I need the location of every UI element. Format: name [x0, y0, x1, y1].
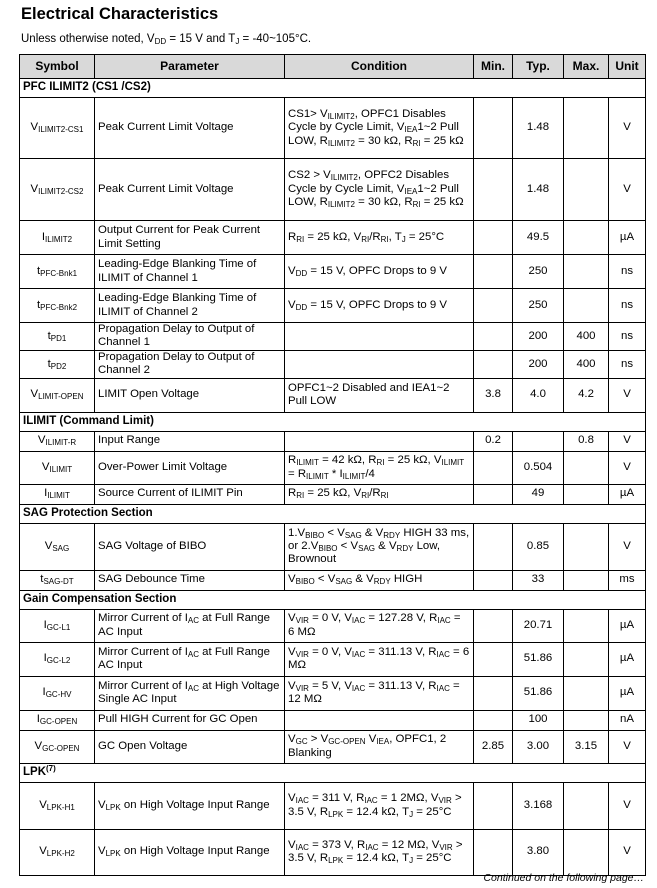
max-cell: 0.8 — [564, 431, 609, 451]
typ-cell: 3.80 — [513, 829, 564, 875]
typ-cell: 3.168 — [513, 782, 564, 829]
table-row — [20, 451, 646, 484]
unit-cell: V — [609, 451, 646, 484]
condition-cell: $V_{IAC} = 311$ V, $R_{IAC} = 1$ 2MΩ, $V_{VIR} > 3.5$ V, $R_{LPK} = 12.4$ kΩ, $T_J = 25^\circ C$ — [285, 782, 474, 829]
typ-cell: 49 — [513, 484, 564, 504]
parameter-cell: Propagation Delay to Output of Channel 1 — [95, 323, 285, 351]
condition-cell — [285, 350, 474, 378]
unit-cell: ns — [609, 289, 646, 323]
max-cell — [564, 255, 609, 289]
max-cell: 3.15 — [564, 730, 609, 763]
max-cell — [564, 451, 609, 484]
table-row — [20, 609, 646, 642]
min-cell — [474, 323, 513, 351]
section-title: ILIMIT (Command Limit) — [20, 412, 646, 431]
max-cell — [564, 221, 609, 255]
min-cell — [474, 609, 513, 642]
parameter-cell: Leading-Edge Blanking Time of ILIMIT of Channel 1 — [95, 255, 285, 289]
typ-cell: 20.71 — [513, 609, 564, 642]
parameter-cell: LIMIT Open Voltage — [95, 378, 285, 412]
section-title: PFC ILIMIT2 (CS1 /CS2) — [20, 79, 646, 98]
parameter-cell: $V_{LPK}$ on High Voltage Input Range — [95, 782, 285, 829]
typ-cell: 49.5 — [513, 221, 564, 255]
min-cell — [474, 159, 513, 221]
min-cell — [474, 484, 513, 504]
typ-cell — [513, 431, 564, 451]
table-row — [20, 323, 646, 351]
min-cell — [474, 642, 513, 676]
symbol-cell: $V_{ILIMIT}$ — [20, 451, 95, 484]
header-condition: Condition — [285, 55, 474, 79]
max-cell — [564, 98, 609, 159]
symbol-cell: $t_{PFC-Bnk1}$ — [20, 255, 95, 289]
max-cell: 4.2 — [564, 378, 609, 412]
unit-cell: µA — [609, 484, 646, 504]
typ-cell: 1.48 — [513, 98, 564, 159]
symbol-cell: $I_{GC-L1}$ — [20, 609, 95, 642]
symbol-cell: $t_{PFC-Bnk2}$ — [20, 289, 95, 323]
max-cell — [564, 609, 609, 642]
unit-cell: V — [609, 378, 646, 412]
table-row — [20, 570, 646, 590]
section-title: SAG Protection Section — [20, 504, 646, 523]
condition-cell: OPFC1~2 Disabled and IEA1~2 Pull LOW — [285, 378, 474, 412]
max-cell — [564, 570, 609, 590]
symbol-cell: $V_{SAG}$ — [20, 523, 95, 570]
max-cell — [564, 710, 609, 730]
symbol-cell: $V_{GC-OPEN}$ — [20, 730, 95, 763]
parameter-cell: Mirror Current of $I_{AC}$ at High Voltage Single AC Input — [95, 676, 285, 710]
condition-cell: $CS1> V_{ILIMIT2}$, OPFC1 Disables Cycle by Cycle Limit, $V_{IEA}1\sim 2$ Pull LOW, $R_{ILIMIT2} = 30$ kΩ, $R_{RI} = 25$ kΩ — [285, 98, 474, 159]
table-row — [20, 710, 646, 730]
header-typ: Typ. — [513, 55, 564, 79]
min-cell — [474, 350, 513, 378]
condition-cell: $V_{DD} = 15$ V, OPFC Drops to 9 V — [285, 289, 474, 323]
max-cell — [564, 782, 609, 829]
min-cell — [474, 676, 513, 710]
min-cell — [474, 710, 513, 730]
table-row — [20, 642, 646, 676]
header-symbol: Symbol — [20, 55, 95, 79]
symbol-cell: $I_{ILIMIT}$ — [20, 484, 95, 504]
conditions-note: Unless otherwise noted, $V_{DD} = 15$ V and $T_J$ = -40~105°C. — [21, 33, 312, 46]
min-cell: 3.8 — [474, 378, 513, 412]
symbol-cell: $I_{GC-HV}$ — [20, 676, 95, 710]
parameter-cell: GC Open Voltage — [95, 730, 285, 763]
parameter-cell: Source Current of ILIMIT Pin — [95, 484, 285, 504]
parameter-cell: SAG Voltage of BIBO — [95, 523, 285, 570]
condition-cell — [285, 323, 474, 351]
min-cell — [474, 451, 513, 484]
condition-cell: $R_{RI} = 25$ kΩ, $V_{RI}/R_{RI}$, $T_J = 25^\circ C$ — [285, 221, 474, 255]
electrical-characteristics-table — [19, 54, 646, 876]
min-cell — [474, 98, 513, 159]
symbol-cell: $I_{GC-OPEN}$ — [20, 710, 95, 730]
max-cell — [564, 523, 609, 570]
parameter-cell: Output Current for Peak Current Limit Setting — [95, 221, 285, 255]
unit-cell: V — [609, 829, 646, 875]
section-row — [20, 79, 646, 98]
table-row — [20, 159, 646, 221]
typ-cell: 200 — [513, 350, 564, 378]
condition-cell: $V_{VIR} = 0$ V, $V_{IAC} = 311.13$ V, $R_{IAC} = 6$ MΩ — [285, 642, 474, 676]
table-row — [20, 350, 646, 378]
typ-cell: 51.86 — [513, 676, 564, 710]
parameter-cell: Input Range — [95, 431, 285, 451]
typ-cell: 1.48 — [513, 159, 564, 221]
table-row — [20, 378, 646, 412]
condition-cell — [285, 431, 474, 451]
parameter-cell: Propagation Delay to Output of Channel 2 — [95, 350, 285, 378]
table-row — [20, 431, 646, 451]
parameter-cell: SAG Debounce Time — [95, 570, 285, 590]
section-row — [20, 590, 646, 609]
min-cell — [474, 523, 513, 570]
condition-cell: $V_{VIR} = 0$ V, $V_{IAC} = 127.28$ V, $R_{IAC} = 6$ MΩ — [285, 609, 474, 642]
section-title: Gain Compensation Section — [20, 590, 646, 609]
min-cell: 2.85 — [474, 730, 513, 763]
table-row — [20, 255, 646, 289]
typ-cell: 250 — [513, 255, 564, 289]
parameter-cell: Mirror Current of $I_{AC}$ at Full Range AC Input — [95, 642, 285, 676]
table-row — [20, 676, 646, 710]
unit-cell: V — [609, 523, 646, 570]
condition-cell: $R_{ILIMIT} = 42$ kΩ, $R_{RI} = 25$ kΩ, $V_{ILIMIT} = R_{ILIMIT} * I_{ILIMIT}/4$ — [285, 451, 474, 484]
symbol-cell: $V_{LPK-H1}$ — [20, 782, 95, 829]
min-cell — [474, 782, 513, 829]
unit-cell: V — [609, 159, 646, 221]
header-parameter: Parameter — [95, 55, 285, 79]
parameter-cell: Pull HIGH Current for GC Open — [95, 710, 285, 730]
max-cell: 400 — [564, 350, 609, 378]
min-cell: 0.2 — [474, 431, 513, 451]
symbol-cell: $t_{SAG-DT}$ — [20, 570, 95, 590]
table-row — [20, 484, 646, 504]
condition-cell: $1.V_{BIBO} < V_{SAG}$ & $V_{RDY}$ HIGH 33 ms, or $2.V_{BIBO} < V_{SAG}$ & $V_{RDY}$ Low, Brownout — [285, 523, 474, 570]
unit-cell: nA — [609, 710, 646, 730]
unit-cell: V — [609, 782, 646, 829]
symbol-cell: $I_{ILIMIT2}$ — [20, 221, 95, 255]
symbol-cell: $t_{PD1}$ — [20, 323, 95, 351]
unit-cell: µA — [609, 221, 646, 255]
parameter-cell: $V_{LPK}$ on High Voltage Input Range — [95, 829, 285, 875]
max-cell — [564, 676, 609, 710]
header-row — [20, 55, 646, 79]
parameter-cell: Over-Power Limit Voltage — [95, 451, 285, 484]
parameter-cell: Leading-Edge Blanking Time of ILIMIT of Channel 2 — [95, 289, 285, 323]
max-cell: 400 — [564, 323, 609, 351]
typ-cell: 0.504 — [513, 451, 564, 484]
unit-cell: ns — [609, 323, 646, 351]
unit-cell: µA — [609, 642, 646, 676]
condition-cell: $V_{GC} > V_{GC-OPEN}$ $V_{IEA}$, OPFC1, 2 Blanking — [285, 730, 474, 763]
table-row — [20, 221, 646, 255]
condition-cell: $V_{DD} = 15$ V, OPFC Drops to 9 V — [285, 255, 474, 289]
max-cell — [564, 159, 609, 221]
typ-cell: 4.0 — [513, 378, 564, 412]
condition-cell: $V_{BIBO} < V_{SAG}$ & $V_{RDY}$ HIGH — [285, 570, 474, 590]
min-cell — [474, 829, 513, 875]
typ-cell: 51.86 — [513, 642, 564, 676]
max-cell — [564, 642, 609, 676]
max-cell — [564, 484, 609, 504]
symbol-cell: $I_{GC-L2}$ — [20, 642, 95, 676]
typ-cell: 3.00 — [513, 730, 564, 763]
min-cell — [474, 221, 513, 255]
symbol-cell: $V_{ILIMIT2-CS1}$ — [20, 98, 95, 159]
table-row — [20, 523, 646, 570]
header-min: Min. — [474, 55, 513, 79]
unit-cell: ns — [609, 350, 646, 378]
section-row — [20, 504, 646, 523]
section-row — [20, 763, 646, 782]
condition-cell: $R_{RI} = 25$ kΩ, $V_{RI}/R_{RI}$ — [285, 484, 474, 504]
condition-cell: $CS2 > V_{ILIMIT2}$, OPFC2 Disables Cycle by Cycle Limit, $V_{IEA}1\sim 2$ Pull LOW, $R_{ILIMIT2} = 30$ kΩ, $R_{RI} = 25$ kΩ — [285, 159, 474, 221]
min-cell — [474, 289, 513, 323]
symbol-cell: $V_{LIMIT-OPEN}$ — [20, 378, 95, 412]
condition-cell: $V_{VIR} = 5$ V, $V_{IAC} = 311.13$ V, $R_{IAC} = 12$ MΩ — [285, 676, 474, 710]
table-row — [20, 98, 646, 159]
unit-cell: V — [609, 98, 646, 159]
condition-cell: $V_{IAC} = 373$ V, $R_{IAC} = 12$ MΩ, $V_{VIR} > 3.5$ V, $R_{LPK} = 12.4$ kΩ, $T_J = 25^\circ C$ — [285, 829, 474, 875]
symbol-cell: $V_{ILIMIT-R}$ — [20, 431, 95, 451]
typ-cell: 0.85 — [513, 523, 564, 570]
symbol-cell: $V_{ILIMIT2-CS2}$ — [20, 159, 95, 221]
min-cell — [474, 255, 513, 289]
typ-cell: 33 — [513, 570, 564, 590]
table-row — [20, 289, 646, 323]
section-row — [20, 412, 646, 431]
unit-cell: ms — [609, 570, 646, 590]
max-cell — [564, 289, 609, 323]
unit-cell: V — [609, 730, 646, 763]
table-row — [20, 829, 646, 875]
typ-cell: 200 — [513, 323, 564, 351]
unit-cell: µA — [609, 609, 646, 642]
section-title: LPK$^{(7)}$ — [20, 763, 646, 782]
continued-note: Continued on the following page… — [483, 872, 644, 884]
unit-cell: µA — [609, 676, 646, 710]
table-row — [20, 730, 646, 763]
parameter-cell: Peak Current Limit Voltage — [95, 98, 285, 159]
typ-cell: 100 — [513, 710, 564, 730]
min-cell — [474, 570, 513, 590]
table-row — [20, 782, 646, 829]
condition-cell — [285, 710, 474, 730]
page-title: Electrical Characteristics — [21, 5, 219, 23]
header-unit: Unit — [609, 55, 646, 79]
header-max: Max. — [564, 55, 609, 79]
symbol-cell: $t_{PD2}$ — [20, 350, 95, 378]
parameter-cell: Mirror Current of $I_{AC}$ at Full Range AC Input — [95, 609, 285, 642]
max-cell — [564, 829, 609, 875]
unit-cell: V — [609, 431, 646, 451]
parameter-cell: Peak Current Limit Voltage — [95, 159, 285, 221]
symbol-cell: $V_{LPK-H2}$ — [20, 829, 95, 875]
unit-cell: ns — [609, 255, 646, 289]
typ-cell: 250 — [513, 289, 564, 323]
